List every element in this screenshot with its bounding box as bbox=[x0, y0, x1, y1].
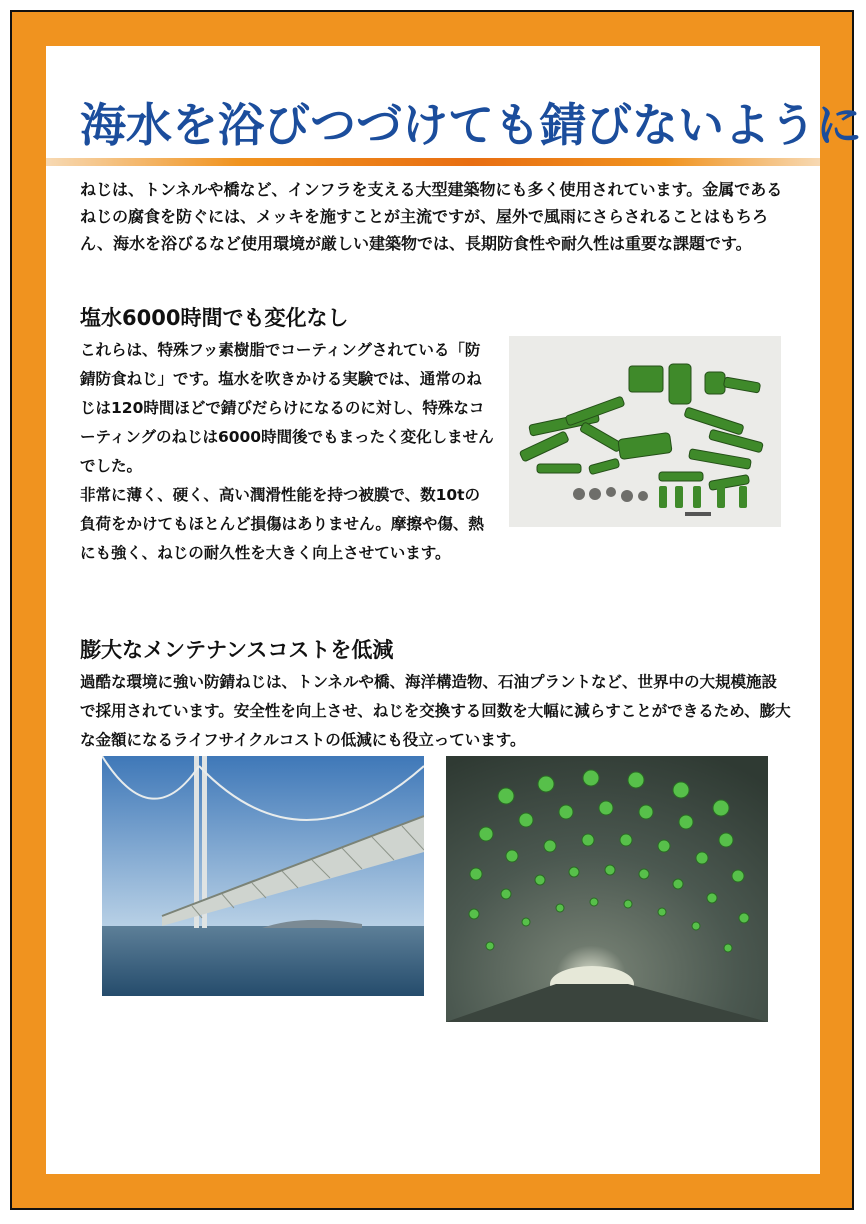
section2-heading: 膨大なメンテナンスコストを低減 bbox=[80, 638, 394, 662]
tunnel-bolts-photo bbox=[446, 756, 768, 1022]
section1-heading: 塩水6000時間でも変化なし bbox=[80, 306, 349, 330]
section2-text: 過酷な環境に強い防錆ねじは、トンネルや橋、海洋構造物、石油プラントなど、世界中の大規模施設で採用されています。安全性を向上させ、ねじを交換する回数を大幅に減らすことができるため、膨大な金額になるライフサイクルコストの低減にも役立っています。 bbox=[80, 673, 791, 749]
content-panel bbox=[46, 46, 862, 1174]
page-frame bbox=[10, 10, 862, 1210]
coated-screws-photo bbox=[509, 336, 781, 527]
page-title: 海水を浴びつづけても錆びないように bbox=[80, 98, 862, 152]
title-underline bbox=[46, 158, 820, 166]
intro-paragraph bbox=[80, 176, 788, 257]
section1-para2: 非常に薄く、硬く、高い潤滑性能を持つ被膜で、数10tの負荷をかけてもほとんど損傷はありません。摩擦や傷、熱にも強く、ねじの耐久性を大きく向上させています。 bbox=[80, 486, 484, 562]
suspension-bridge-photo bbox=[102, 756, 424, 996]
section2-body bbox=[80, 668, 792, 755]
section1-body bbox=[80, 336, 494, 568]
intro-text: ねじは、トンネルや橋など、インフラを支える大型建築物にも多く使用されています。金属であるねじの腐食を防ぐには、メッキを施すことが主流ですが、屋外で風雨にさらされることはもちろん、海水を浴びるなど使用環境が厳しい建築物では、長期防食性や耐久性は重要な課題です。 bbox=[80, 180, 783, 253]
section1-para1: これらは、特殊フッ素樹脂でコーティングされている「防錆防食ねじ」です。塩水を吹きかける実験では、通常のねじは120時間ほどで錆びだらけになるのに対し、特殊なコーティングのねじは6000時間後でもまったく変化しませんでした。 bbox=[80, 341, 494, 475]
